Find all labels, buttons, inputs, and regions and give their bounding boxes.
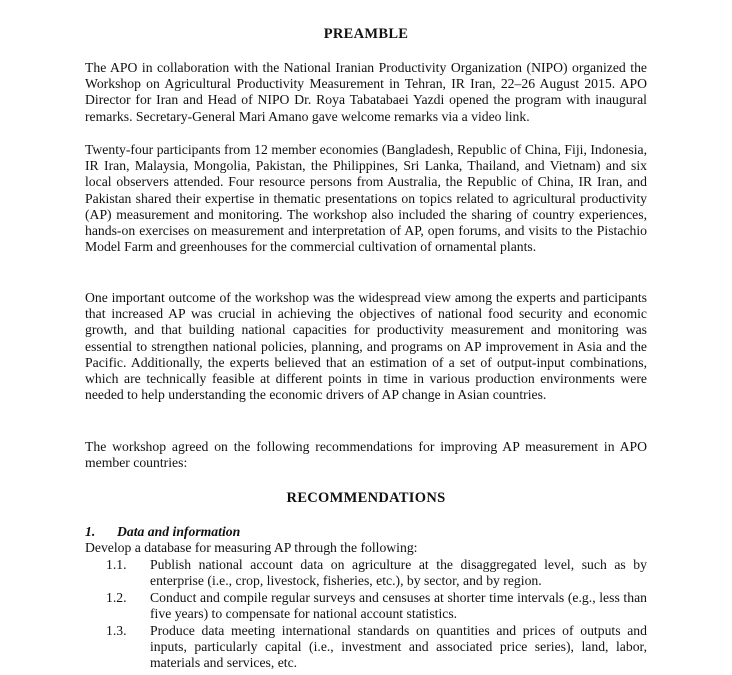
list-item (106, 557, 647, 589)
list-item-text: Produce data meeting international standards on quantities and prices of outputs and inputs, particularly capital (i.e., investment and associated price series), land, labor, materials and services, etc. (150, 623, 647, 671)
list-item-number: 1.3. (106, 623, 127, 638)
preamble-heading: PREAMBLE (323, 26, 409, 42)
preamble-paragraph-3: One important outcome of the workshop was the widespread view among the experts and participants that increased AP was crucial in achieving the objectives of national food security and economic growth, and that building national capacities for productivity measurement and monitoring was essential to strengthen national policies, planning, and programs on AP improvement in Asia and the Pacific. Additionally, the experts believed that an estimation of a set of output-input combinations, which are technically feasible at different points in time in various production environments were needed to help understanding the economic drivers of AP change in Asian countries. (85, 290, 647, 403)
list-item-number: 1.1. (106, 557, 127, 572)
list-item (106, 590, 647, 622)
list-item-text: Publish national account data on agriculture at the disaggregated level, such as by enterprise (i.e., crop, livestock, fisheries, etc.), by sector, and by region. (150, 557, 647, 589)
preamble-paragraph-1: The APO in collaboration with the National Iranian Productivity Organization (NIPO) organized the Workshop on Agricultural Productivity Measurement in Tehran, IR Iran, 22–26 August 2015. APO Director for Iran and Head of NIPO Dr. Roya Tabatabaei Yazdi opened the program with inaugural remarks. Secretary-General Mari Amano gave welcome remarks via a video link. (85, 60, 647, 124)
section-intro: Develop a database for measuring AP through the following: (85, 540, 418, 555)
preamble-paragraph-4: The workshop agreed on the following recommendations for improving AP measurement in APO member countries: (85, 439, 647, 471)
recommendations-heading: RECOMMENDATIONS (286, 490, 446, 506)
section-title-text: Data and information (117, 524, 241, 539)
section-title (85, 524, 240, 540)
list-item (106, 623, 647, 672)
section-number: 1. (85, 524, 96, 539)
list-item-text: Conduct and compile regular surveys and censuses at shorter time intervals (e.g., less than five years) to compensate for national account statistics. (150, 590, 647, 622)
list-item-number: 1.2. (106, 590, 127, 605)
preamble-paragraph-2: Twenty-four participants from 12 member economies (Bangladesh, Republic of China, Fiji, Indonesia, IR Iran, Malaysia, Mongolia, Pakistan, the Philippines, Sri Lanka, Thailand, and Vietnam) and six local observers attended. Four resource persons from Australia, the Republic of China, IR Iran, and Pakistan shared their expertise in thematic presentations on topics related to agricultural productivity (AP) measurement and monitoring. The workshop also included the sharing of country experiences, hands-on exercises on measurement and interpretation of AP, open forums, and visits to the Pistachio Model Farm and greenhouses for the commercial cultivation of ornamental plants. (85, 142, 647, 255)
